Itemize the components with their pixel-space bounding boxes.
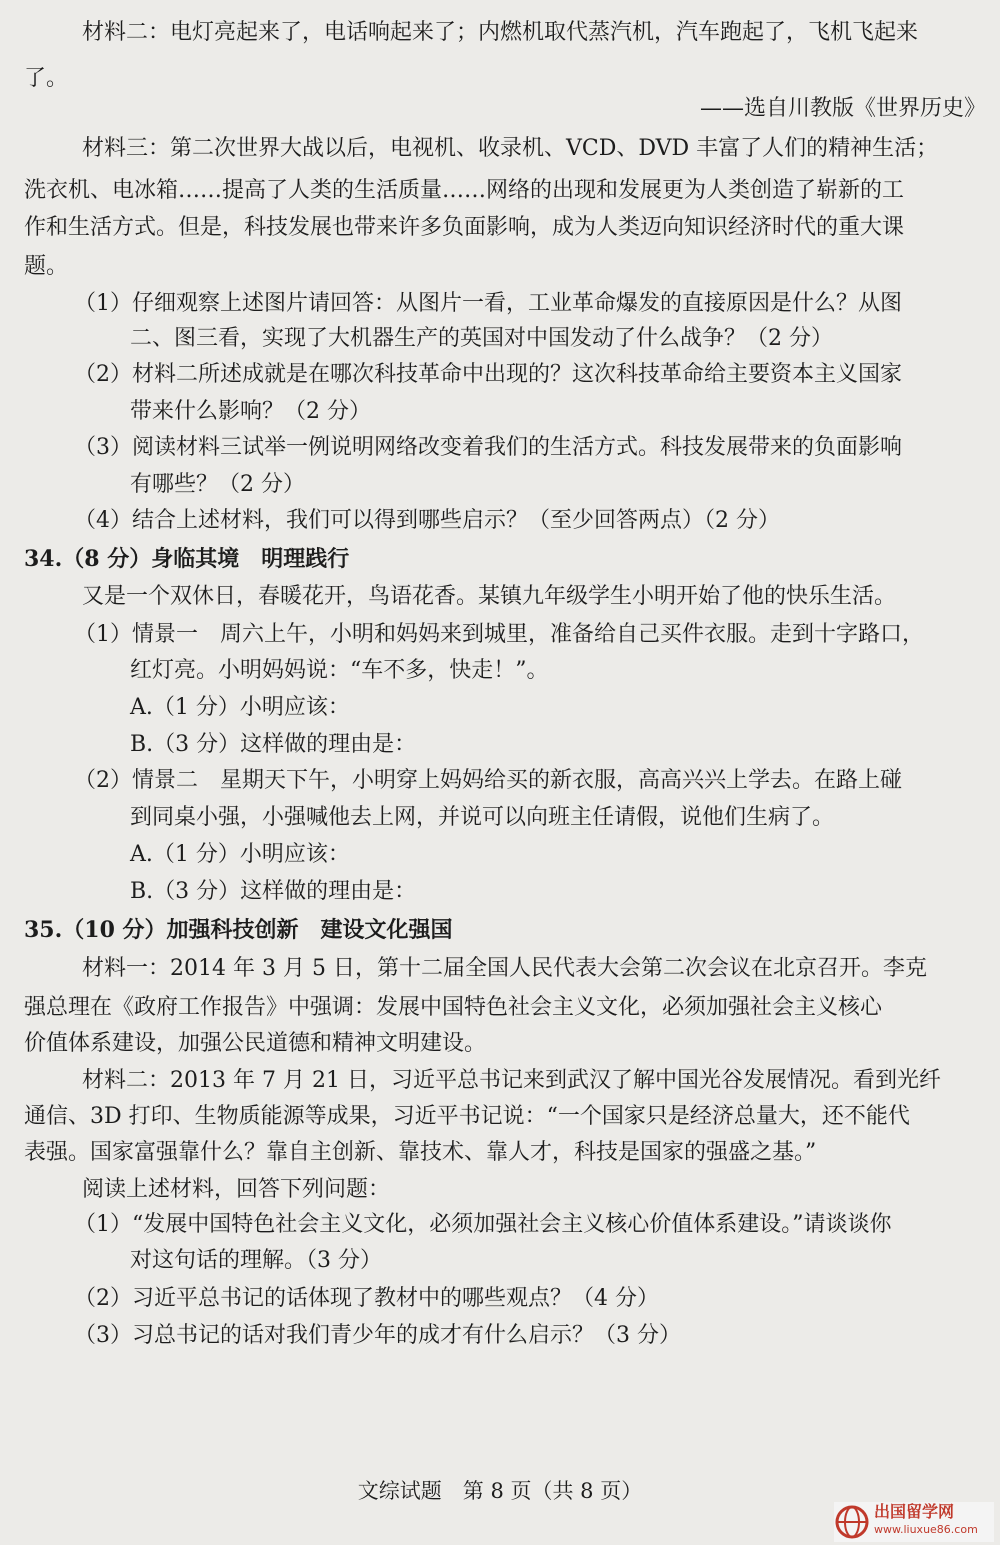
text-line: 带来什么影响？（2 分） [130, 399, 371, 424]
site-watermark [834, 1502, 994, 1542]
question-34-2: （2）情景二 星期天下午，小明穿上妈妈给买的新衣服，高高兴兴上学去。在路上碰 [74, 768, 902, 793]
text-line: 材料一：2014 年 3 月 5 日，第十二届全国人民代表大会第二次会议在北京召开。李克 [82, 956, 927, 981]
globe-logo-icon [834, 1504, 870, 1540]
answer-prompt: A.（1 分）小明应该： [130, 842, 350, 867]
page-footer: 文综试题 第 8 页（共 8 页） [357, 1479, 643, 1503]
text-line: 阅读上述材料，回答下列问题： [82, 1177, 391, 1202]
text-line: 了。 [24, 66, 69, 91]
question-33-1: （1）仔细观察上述图片请回答：从图片一看，工业革命爆发的直接原因是什么？从图 [74, 291, 902, 316]
question-33-3: （3）阅读材料三试举一例说明网络改变着我们的生活方式。科技发展带来的负面影响 [74, 435, 902, 460]
question-35-heading: 35.（10 分）加强科技创新 建设文化强国 [24, 917, 453, 943]
question-35-3: （3）习总书记的话对我们青少年的成才有什么启示？（3 分） [74, 1323, 681, 1348]
answer-prompt: B.（3 分）这样做的理由是： [130, 879, 417, 904]
text-line: 通信、3D 打印、生物质能源等成果，习近平书记说：“一个国家只是经济总量大，还不能代 [24, 1104, 910, 1129]
question-34-1: （1）情景一 周六上午，小明和妈妈来到城里，准备给自己买件衣服。走到十字路口， [74, 622, 924, 647]
question-33-4: （4）结合上述材料，我们可以得到哪些启示？（至少回答两点）（2 分） [74, 508, 780, 533]
text-line: 作和生活方式。但是，科技发展也带来许多负面影响，成为人类迈向知识经济时代的重大课 [24, 215, 905, 240]
text-line: 价值体系建设，加强公民道德和精神文明建设。 [24, 1031, 487, 1056]
text-line: 红灯亮。小明妈妈说：“车不多，快走！”。 [130, 658, 549, 683]
answer-prompt: B.（3 分）这样做的理由是： [130, 732, 417, 757]
text-line: 对这句话的理解。（3 分） [130, 1248, 382, 1273]
watermark-name: 出国留学网 [874, 1502, 955, 1521]
watermark-url: www.liuxue86.com [874, 1523, 978, 1536]
text-line: 又是一个双休日，春暖花开，鸟语花香。某镇九年级学生小明开始了他的快乐生活。 [82, 584, 897, 609]
question-35-2: （2）习近平总书记的话体现了教材中的哪些观点？（4 分） [74, 1286, 659, 1311]
question-34-heading: 34.（8 分）身临其境 明理践行 [24, 546, 350, 572]
text-line: 到同桌小强，小强喊他去上网，并说可以向班主任请假，说他们生病了。 [130, 805, 835, 830]
text-line: 题。 [24, 254, 69, 279]
text-line: 材料三：第二次世界大战以后，电视机、收录机、VCD、DVD 丰富了人们的精神生活； [82, 136, 939, 161]
source-citation: ——选自川教版《世界历史》 [700, 96, 987, 121]
text-line: 材料二：电灯亮起来了，电话响起来了；内燃机取代蒸汽机，汽车跑起了，飞机飞起来 [82, 20, 919, 45]
text-line: 材料二：2013 年 7 月 21 日，习近平总书记来到武汉了解中国光谷发展情况。看到光纤 [82, 1068, 941, 1093]
text-line: 强总理在《政府工作报告》中强调：发展中国特色社会主义文化，必须加强社会主义核心 [24, 995, 883, 1020]
question-35-1: （1）“发展中国特色社会主义文化，必须加强社会主义核心价值体系建设。”请谈谈你 [74, 1212, 892, 1237]
text-line: 有哪些？（2 分） [130, 472, 305, 497]
answer-prompt: A.（1 分）小明应该： [130, 695, 350, 720]
text-line: 二、图三看，实现了大机器生产的英国对中国发动了什么战争？（2 分） [130, 326, 833, 351]
question-33-2: （2）材料二所述成就是在哪次科技革命中出现的？这次科技革命给主要资本主义国家 [74, 362, 902, 387]
text-line: 表强。国家富强靠什么？靠自主创新、靠技术、靠人才，科技是国家的强盛之基。” [24, 1140, 817, 1165]
text-line: 洗衣机、电冰箱……提高了人类的生活质量……网络的出现和发展更为人类创造了崭新的工 [24, 178, 905, 203]
